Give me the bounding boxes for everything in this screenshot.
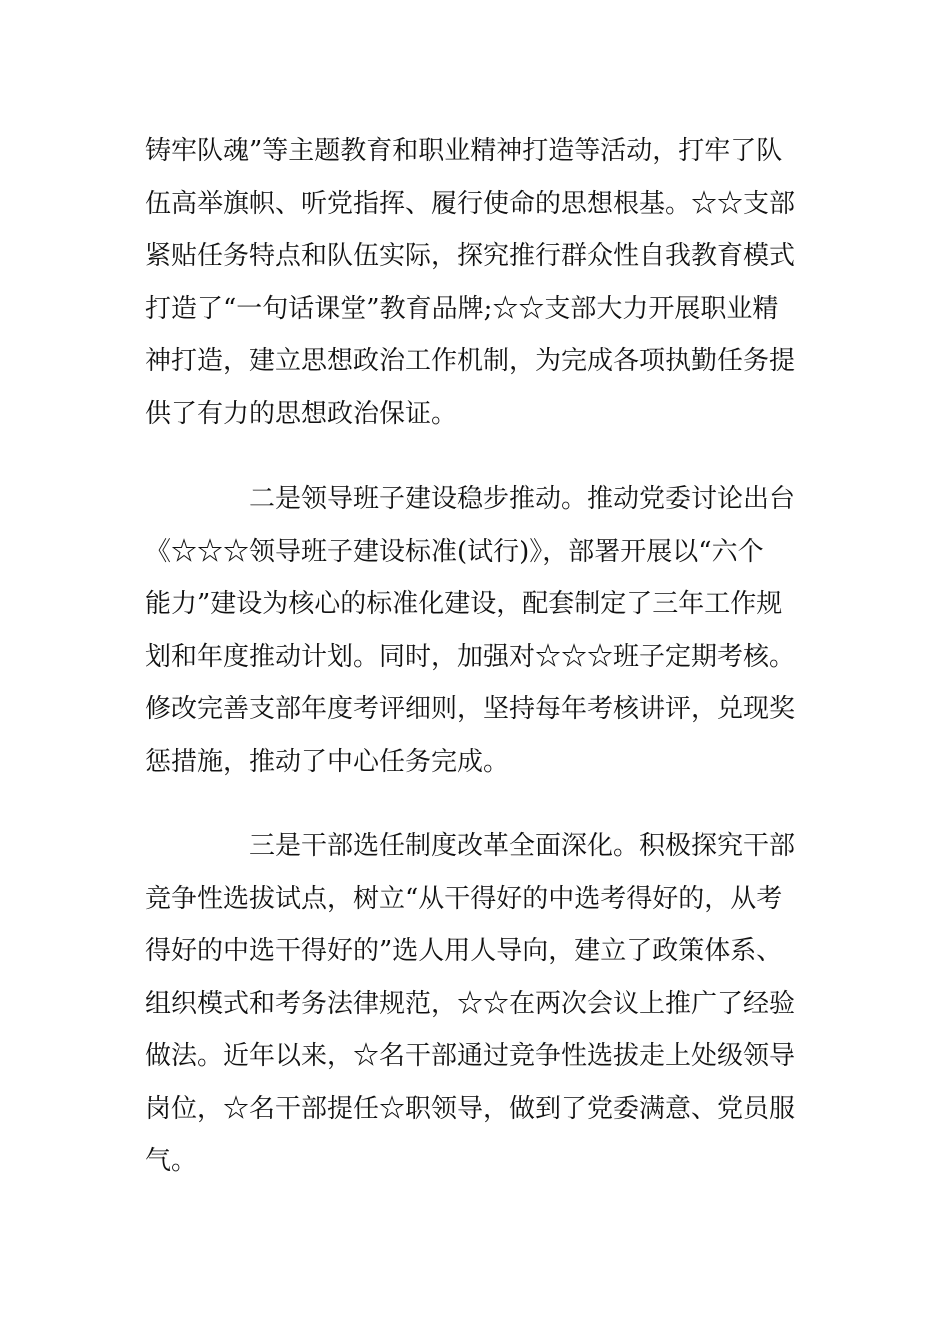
paragraph-line: 做法。近年以来，☆名干部通过竞争性选拔走上处级领导 [145,1041,796,1071]
paragraph-line: 伍高举旗帜、听党指挥、履行使命的思想根基。☆☆支部 [145,188,796,219]
paragraph-line: 组织模式和考务法律规范，☆☆在两次会议上推广了经验 [145,988,796,1019]
paragraph-line: 二是领导班子建设稳步推动。推动党委讨论出台 [249,484,796,514]
paragraph-line: 惩措施，推动了中心任务完成。 [145,746,510,777]
paragraph-line: 得好的中选干得好的”选人用人导向，建立了政策体系、 [145,936,783,966]
paragraph-line: 竞争性选拔试点，树立“从干得好的中选考得好的，从考 [145,883,783,914]
paragraph-line: 紧贴任务特点和队伍实际，探究推行群众性自我教育模式 [145,241,796,271]
paragraph-cadre-selection-reform [145,820,810,1188]
paragraph-line: 铸牢队魂”等主题教育和职业精神打造等活动，打牢了队 [145,136,783,166]
paragraph-line: 《☆☆☆领导班子建设标准(试行)》，部署开展以“六个 [145,536,764,567]
paragraph-line: 修改完善支部年度考评细则，坚持每年考核讲评，兑现奖 [145,694,796,724]
paragraph-line: 岗位，☆名干部提任☆职领导，做到了党委满意、党员服 [145,1093,796,1124]
paragraph-line: 神打造，建立思想政治工作机制，为完成各项执勤任务提 [145,346,796,376]
paragraph-line: 划和年度推动计划。同时，加强对☆☆☆班子定期考核。 [145,641,796,672]
paragraph-line: 供了有力的思想政治保证。 [145,398,458,429]
paragraph-ideological-education [145,125,810,440]
paragraph-line: 能力”建设为核心的标准化建设，配套制定了三年工作规 [145,589,783,619]
paragraph-line: 打造了“一句话课堂”教育品牌;☆☆支部大力开展职业精 [145,293,779,324]
paragraph-line: 气。 [145,1146,198,1176]
paragraph-line: 三是干部选任制度改革全面深化。积极探究干部 [249,831,796,861]
paragraph-leadership-building [145,473,810,788]
